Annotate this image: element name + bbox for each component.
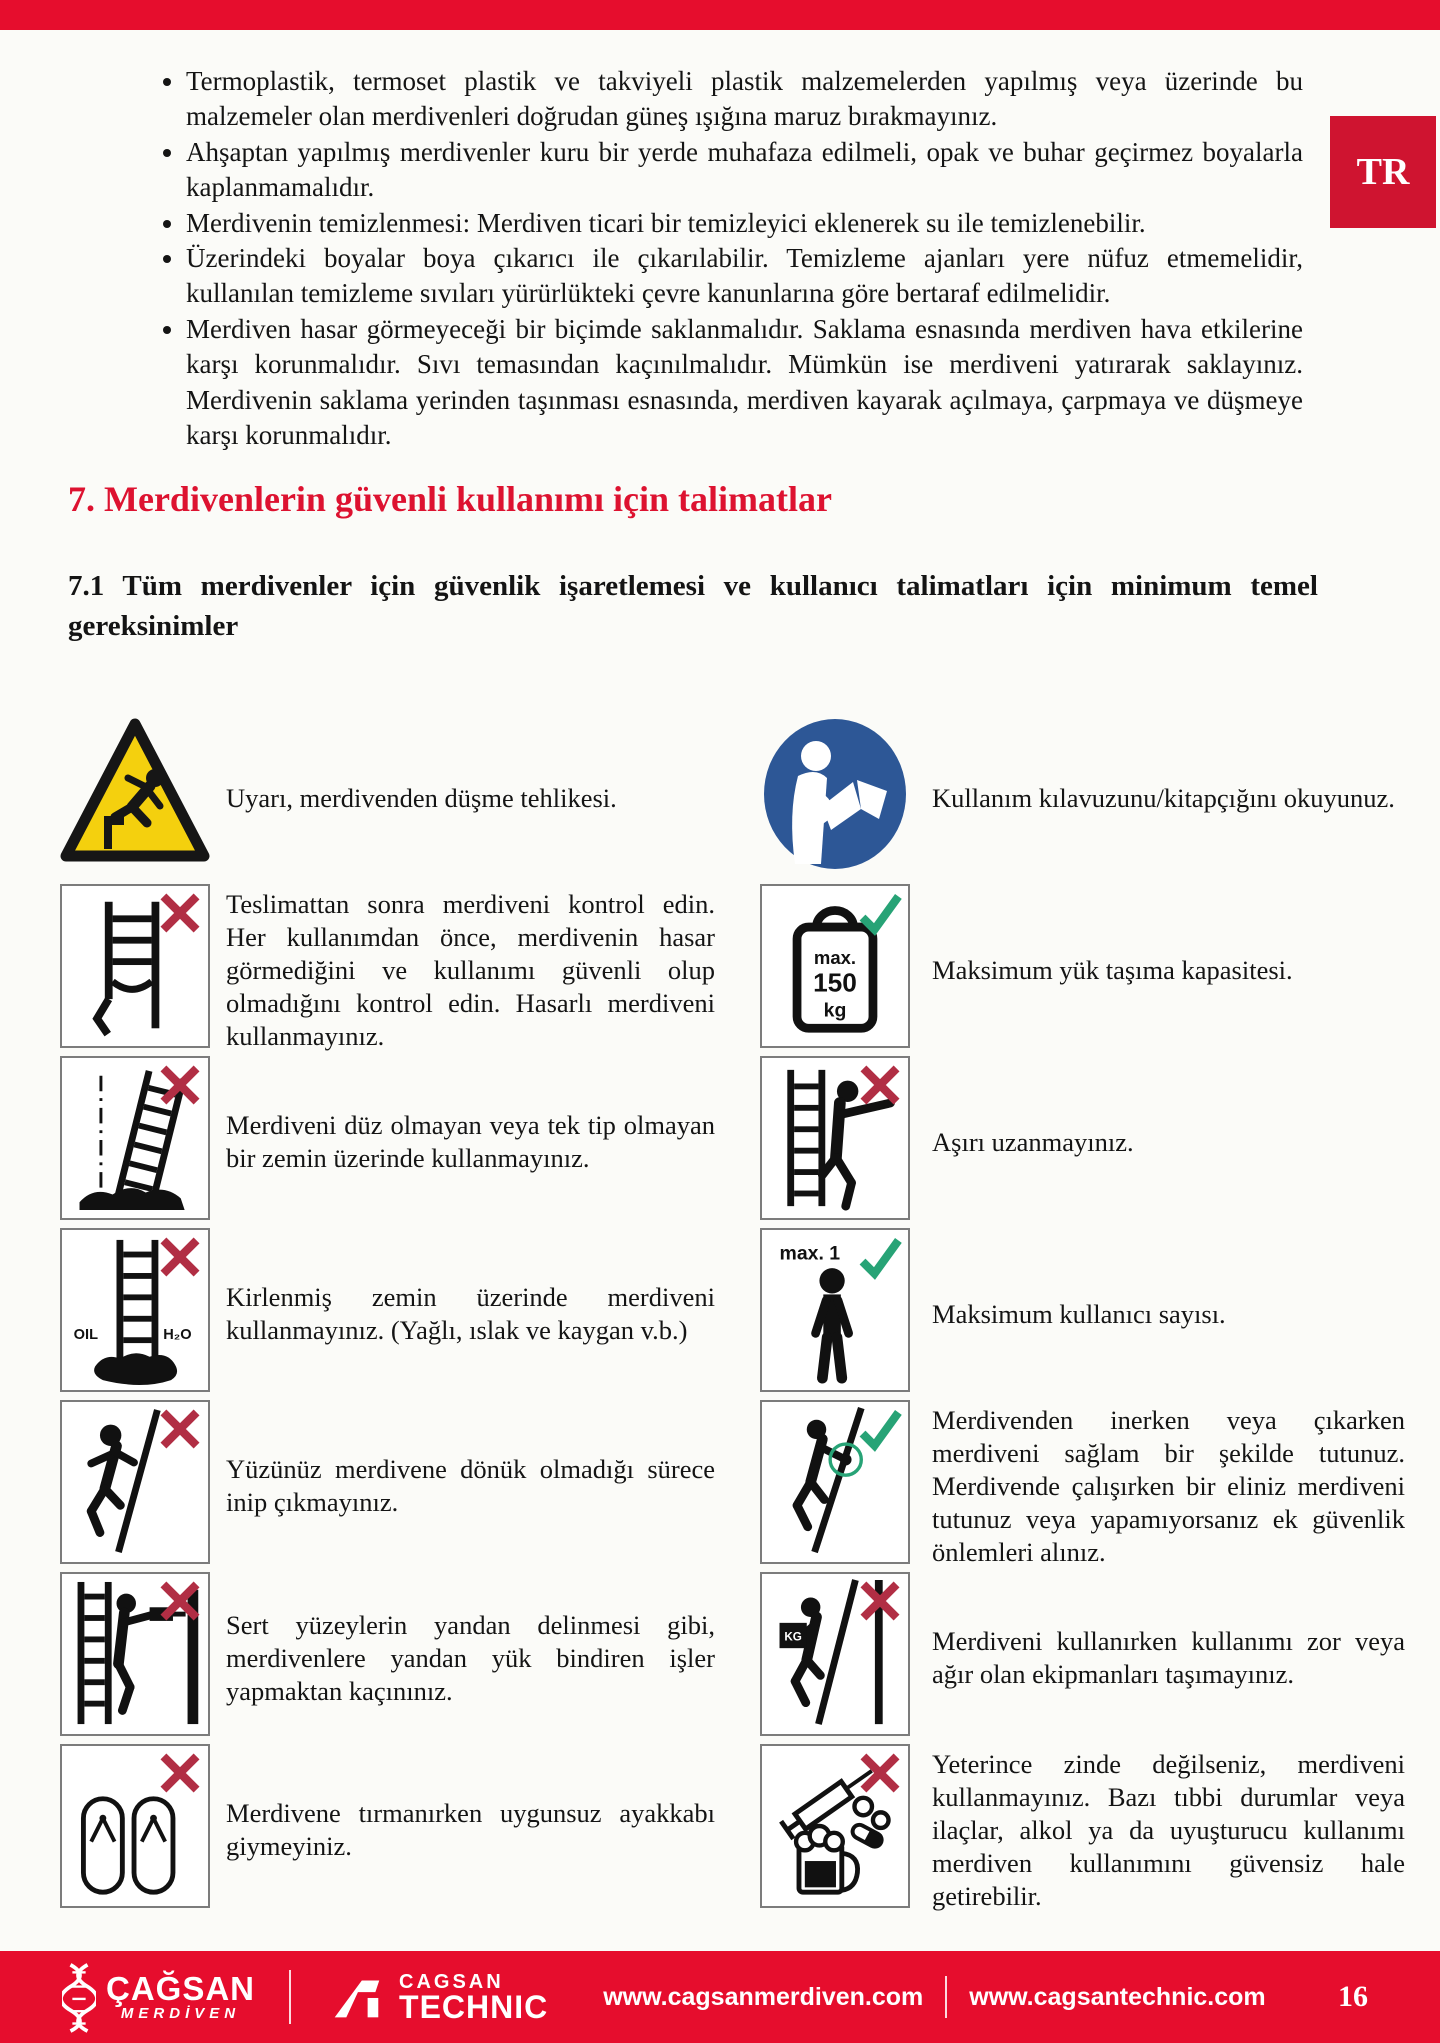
prohibited-x-icon — [157, 1750, 203, 1796]
cagsan-technic-logo — [325, 1971, 549, 2025]
uneven-ground-icon — [60, 1056, 210, 1220]
max-one-user-icon — [760, 1228, 910, 1392]
prohibited-x-icon — [857, 1750, 903, 1796]
top-red-bar — [0, 0, 1440, 30]
safety-text: Merdiveni düz olmayan veya tek tip olmayan bir zemin üzerinde kullanmayınız. — [226, 1110, 715, 1173]
dirty-slippery-ground-icon — [60, 1228, 210, 1392]
safety-text: Maksimum kullanıcı sayısı. — [932, 1298, 1226, 1329]
safety-text: Maksimum yük taşıma kapasitesi. — [932, 954, 1293, 985]
prohibited-x-icon — [157, 1578, 203, 1624]
overreaching-icon — [760, 1056, 910, 1220]
prohibited-x-icon — [157, 1062, 203, 1108]
max-load-label: max. — [813, 947, 857, 969]
check-icon — [857, 1406, 903, 1452]
brand-primary-name: ÇAĞSAN — [106, 1969, 256, 2007]
max-load-150kg-icon — [760, 884, 910, 1048]
medication-alcohol-unfit-icon — [760, 1744, 910, 1908]
check-icon — [857, 890, 903, 936]
section-heading: 7. Merdivenlerin güvenli kullanımı için talimatlar — [68, 479, 832, 519]
water-label: H₂O — [163, 1327, 192, 1344]
safety-text: Merdivene tırmanırken uygunsuz ayakkabı giymeyiniz. — [226, 1798, 715, 1861]
bullet-item: • Merdivenin temizlenmesi: Merdiven ticari bir temizleyici eklenerek su ile temizlenebilir. — [186, 206, 1303, 241]
check-icon — [857, 1234, 903, 1280]
damaged-ladder-icon — [60, 884, 210, 1048]
oil-label: OIL — [73, 1327, 99, 1344]
hold-ladder-while-climbing-icon — [760, 1400, 910, 1564]
side-drilling-icon — [60, 1572, 210, 1736]
safety-text: Teslimattan sonra merdiveni kontrol edin. Her kullanımdan önce, merdivenin hasar görmediğini ve kullanımı güvenli olup olmadığını kontrol edin. Hasarlı merdiveni kullanmayınız. — [226, 888, 715, 1051]
carrying-heavy-equipment-icon — [760, 1572, 910, 1736]
brand-primary-sub: MERDİVEN — [120, 2004, 241, 2022]
warning-fall-from-ladder-icon — [60, 712, 210, 876]
technic-logo-icon — [325, 1972, 387, 2022]
prohibited-x-icon — [157, 890, 203, 936]
brand-secondary-top: CAGSAN — [399, 1971, 504, 1993]
safety-text: Merdivenden inerken veya çıkarken merdiveni sağlam bir şekilde tutunuz. Merdivende çalışırken bir eliniz merdiveni tutunuz veya yapamıyorsanız ek güvenlik önlemleri alınız. — [932, 1404, 1405, 1567]
safety-text: Kullanım kılavuzunu/kitapçığını okuyunuz. — [932, 782, 1395, 813]
bullet-item: • Merdiven hasar görmeyeceği bir biçimde saklanmalıdır. Saklama esnasında merdiven hava etkilerine karşı korunmalıdır. Sıvı temasından kaçınılmalıdır. Mümkün ise merdiveni yatırarak saklayınız. Merdivenin saklama yerinden taşınması esnasında, merdiven kayarak açılmaya, çarpmaya ve düşmeye karşı korunmalıdır. — [186, 312, 1303, 454]
safety-text: Sert yüzeylerin yandan delinmesi gibi, merdivenlere yandan yük bindiren işler yapmaktan kaçınınız. — [226, 1609, 715, 1706]
prohibited-x-icon — [157, 1406, 203, 1452]
unsuitable-footwear-icon — [60, 1744, 210, 1908]
page-number: 16 — [1338, 1980, 1368, 2013]
read-manual-icon — [760, 712, 910, 876]
safety-text: Merdiveni kullanırken kullanımı zor veya ağır olan ekipmanları taşımayınız. — [932, 1626, 1405, 1689]
safety-text: Uyarı, merdivenden düşme tehlikesi. — [226, 782, 617, 813]
bullet-item: • Ahşaptan yapılmış merdivenler kuru bir yerde muhafaza edilmeli, opak ve buhar geçirmez boyalarla kaplanmamalıdır. — [186, 135, 1303, 206]
footer-divider — [945, 1976, 947, 2018]
language-tab-tr — [1330, 116, 1436, 228]
prohibited-x-icon — [857, 1578, 903, 1624]
url-cagsanmerdiven: www.cagsanmerdiven.com — [603, 1982, 924, 2011]
safety-pictogram-grid — [60, 712, 1405, 1916]
max-load-value: 150 — [813, 967, 857, 998]
cagsan-merdiven-logo — [62, 1961, 255, 2033]
safety-text: Kirlenmiş zemin üzerinde merdiveni kullanmayınız. (Yağlı, ıslak ve kaygan v.b.) — [226, 1282, 715, 1345]
safety-text: Yüzünüz merdivene dönük olmadığı sürece inip çıkmayınız. — [226, 1454, 715, 1517]
url-cagsantechnic: www.cagsantechnic.com — [969, 1982, 1266, 2011]
dna-helix-icon — [62, 1961, 96, 2033]
prohibited-x-icon — [157, 1234, 203, 1280]
kg-box-label: KG — [784, 1630, 802, 1644]
prohibited-x-icon — [857, 1062, 903, 1108]
climbing-facing-away-icon — [60, 1400, 210, 1564]
max-load-unit: kg — [823, 999, 847, 1022]
language-tab-label: TR — [1356, 151, 1410, 193]
safety-text: Yeterince zinde değilseniz, merdiveni kullanmayınız. Bazı tıbbi durumlar veya ilaçlar, alkol ya da uyuşturucu kullanımı merdiven kullanımını güvensiz hale getirebilir. — [932, 1748, 1405, 1911]
bullet-item: • Üzerindeki boyalar boya çıkarıcı ile çıkarılabilir. Temizleme ajanları yere nüfuz etmemelidir, kullanılan temizleme sıvıları yürürlükteki çevre kanunlarına göre bertaraf edilmelidir. — [186, 241, 1303, 312]
bullet-item: • Termoplastik, termoset plastik ve takviyeli plastik malzemelerden yapılmış veya üzerinde bu malzemeler olan merdivenleri doğrudan güneş ışığına maruz bırakmayınız. — [186, 64, 1303, 135]
intro-bullet-list — [128, 64, 1303, 453]
subsection-heading: 7.1 Tüm merdivenler için güvenlik işaretlemesi ve kullanıcı talimatları için minimum temel gereksinimler — [68, 570, 1318, 642]
max-users-label: max. 1 — [779, 1242, 841, 1265]
safety-text: Aşırı uzanmayınız. — [932, 1126, 1134, 1157]
page-footer — [0, 1951, 1440, 2043]
brand-secondary-bottom: TECHNIC — [399, 1989, 549, 2025]
footer-divider — [289, 1970, 291, 2024]
